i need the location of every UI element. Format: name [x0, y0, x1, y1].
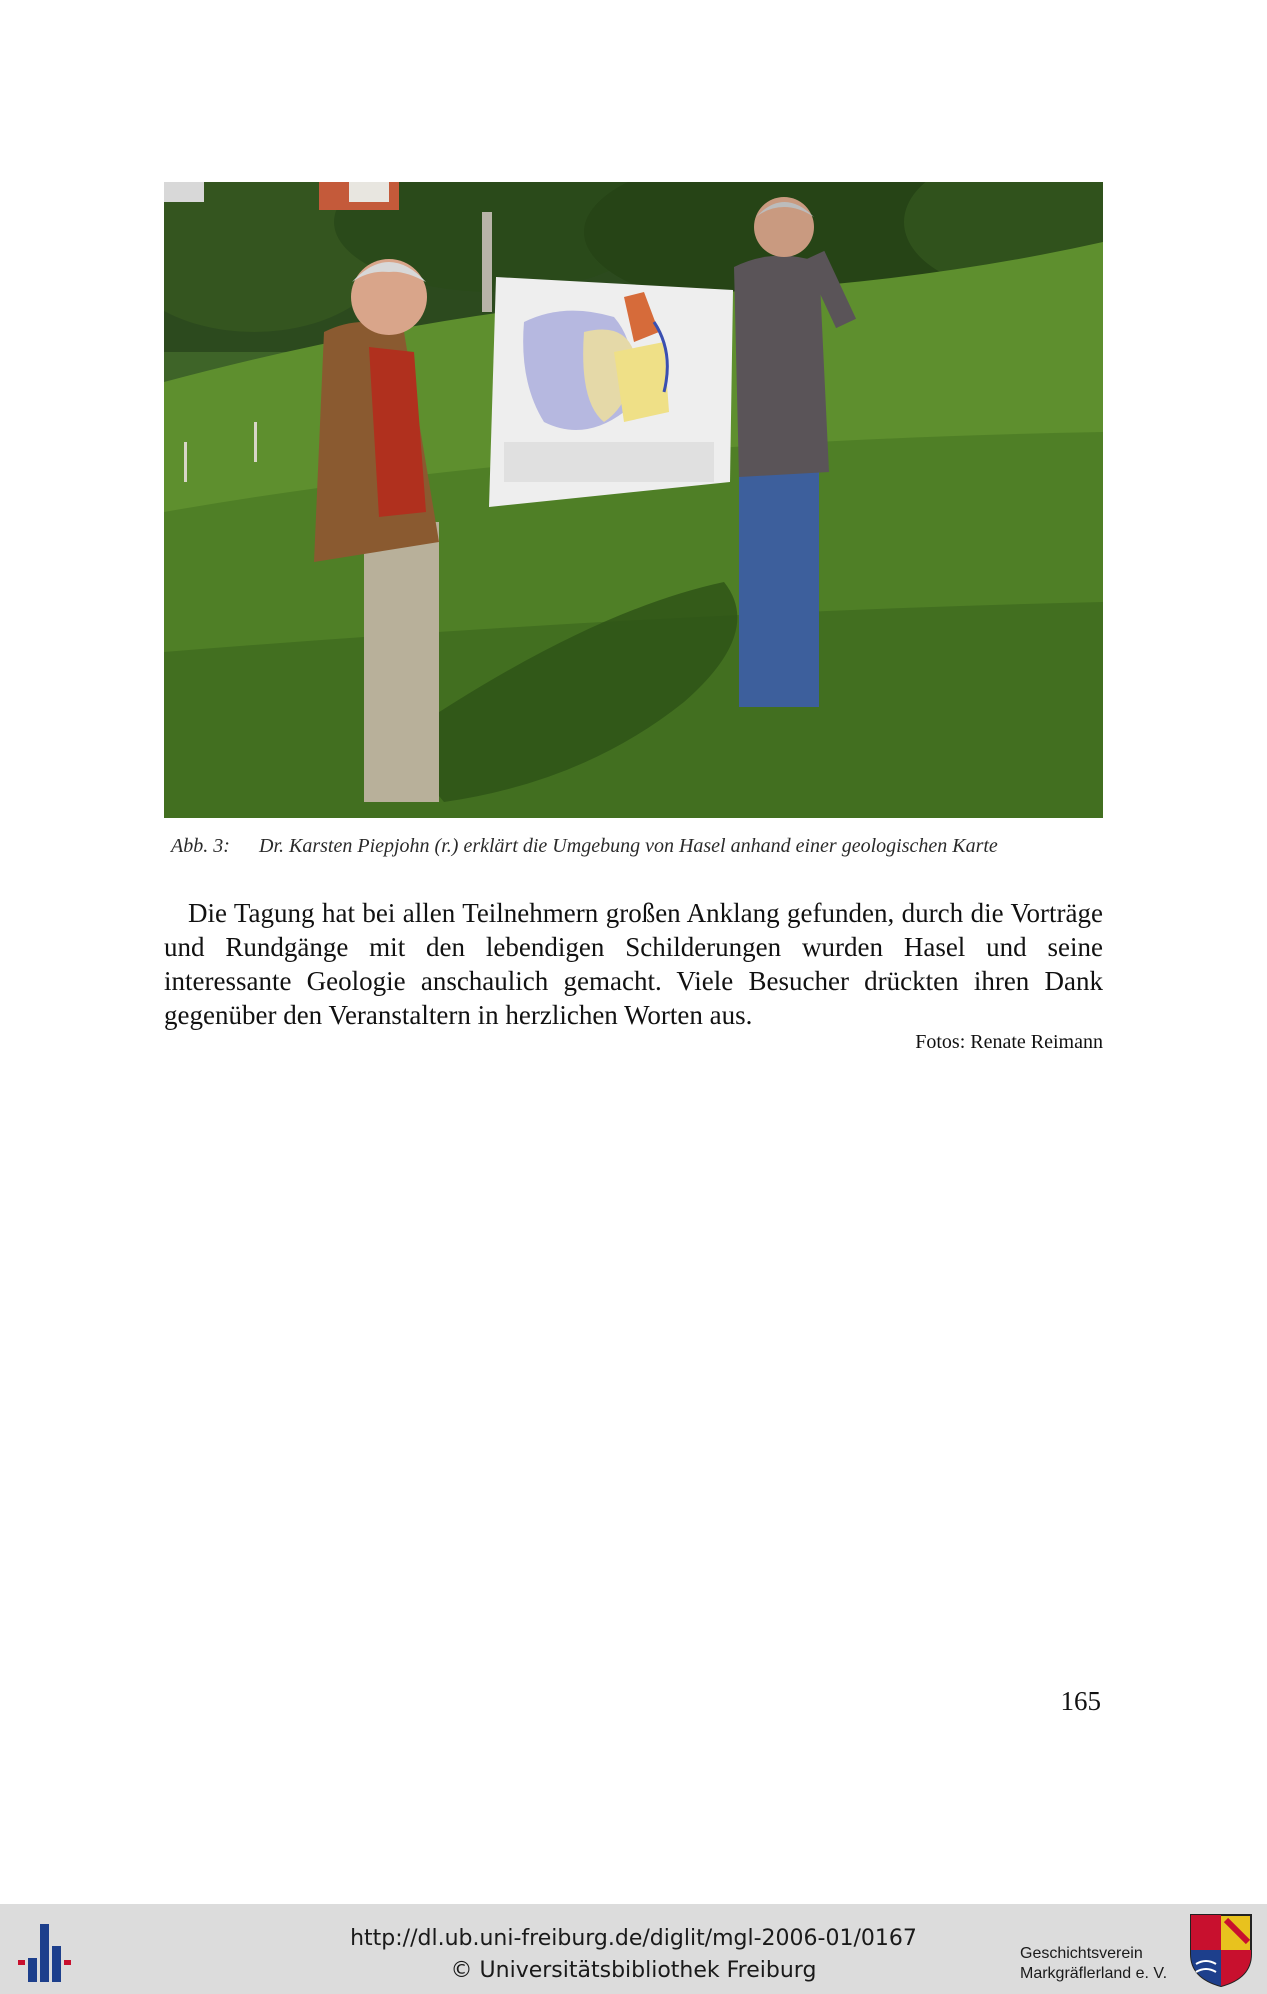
footer-organization	[1020, 1944, 1167, 1984]
figure-caption-text: Dr. Karsten Piepjohn (r.) erklärt die Umgebung von Hasel anhand einer geologischen Karte	[259, 835, 998, 857]
photo-credit: Fotos: Renate Reimann	[915, 1031, 1103, 1053]
footer-org-line2: Markgräflerland e. V.	[1020, 1965, 1168, 1982]
page-number: 165	[1060, 1686, 1101, 1716]
footer-url-link[interactable]: http://dl.ub.uni-freiburg.de/diglit/mgl-2006-01/0167	[350, 1926, 917, 1951]
footer-org-line1: Geschichtsverein	[1020, 1945, 1143, 1962]
photo-geological-map	[164, 182, 1103, 818]
footer-copyright: © Universitätsbibliothek Freiburg	[450, 1958, 817, 1983]
body-paragraph: Die Tagung hat bei allen Teilnehmern großen Anklang gefunden, durch die Vorträge und Rundgänge mit den lebendigen Schilderungen wurden Hasel und seine interessante Geologie anschaulich gemacht. Viele Besucher drückten ihren Dank gegenüber den Veranstaltern in herzlichen Worten aus.	[164, 898, 1103, 1030]
figure-caption-label: Abb. 3:	[171, 835, 230, 857]
figure-caption	[171, 835, 1101, 858]
footer-bar	[0, 1904, 1267, 1994]
body-text	[164, 896, 1103, 1032]
coat-of-arms-icon	[1188, 1912, 1254, 1988]
